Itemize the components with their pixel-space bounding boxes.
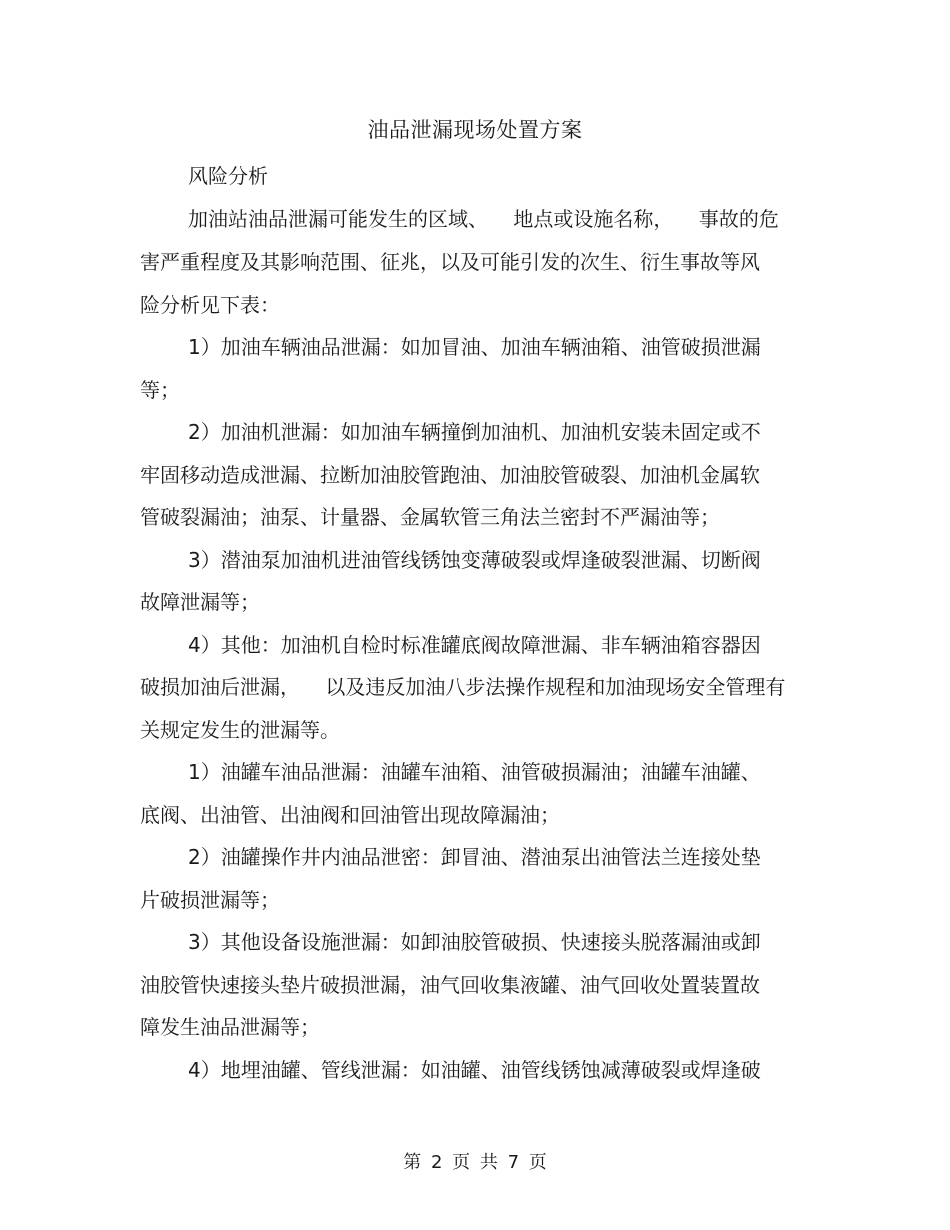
text-line: 牢固移动造成泄漏、拉断加油胶管跑油、加油胶管破裂、加油机金属软 (140, 463, 760, 487)
text-line: 3）其他设备设施泄漏：如卸油胶管破损、快速接头脱落漏油或卸 (188, 930, 761, 954)
section-heading: 风险分析 (188, 164, 268, 188)
text-line: 4）其他：加油机自检时标准罐底阀故障泄漏、非车辆油箱容器因 (188, 633, 761, 657)
text-line: 1）油罐车油品泄漏：油罐车油箱、油管破损漏油；油罐车油罐、 (188, 760, 761, 784)
text-line: 油胶管快速接头垫片破损泄漏，油气回收集液罐、油气回收处置装置故 (140, 973, 760, 997)
page-number-footer: 第 2 页 共 7 页 (403, 1152, 547, 1173)
text-line: 底阀、出油管、出油阀和回油管出现故障漏油； (140, 803, 560, 827)
text-line: 2）油罐操作井内油品泄密：卸冒油、潜油泵出油管法兰连接处垫 (188, 845, 761, 869)
page-title: 油品泄漏现场处置方案 (367, 118, 583, 142)
text-line: 加油站油品泄漏可能发生的区域、 地点或设施名称， 事故的危 (188, 207, 779, 231)
text-line: 破损加油后泄漏， 以及违反加油八步法操作规程和加油现场安全管理有 (140, 675, 786, 699)
text-line: 害严重程度及其影响范围、征兆，以及可能引发的次生、衍生事故等风 (140, 250, 760, 274)
text-line: 3）潜油泵加油机进油管线锈蚀变薄破裂或焊逢破裂泄漏、切断阀 (188, 548, 761, 572)
text-line: 2）加油机泄漏：如加油车辆撞倒加油机、加油机安装未固定或不 (188, 420, 761, 444)
text-line: 等； (140, 378, 180, 402)
text-line: 关规定发生的泄漏等。 (140, 718, 340, 742)
text-line: 故障泄漏等； (140, 590, 260, 614)
text-line: 障发生油品泄漏等； (140, 1015, 320, 1039)
text-line: 险分析见下表： (140, 293, 280, 317)
text-line: 管破裂漏油；油泵、计量器、金属软管三角法兰密封不严漏油等； (140, 505, 720, 529)
text-line: 1）加油车辆油品泄漏：如加冒油、加油车辆油箱、油管破损泄漏 (188, 335, 761, 359)
text-line: 片破损泄漏等； (140, 888, 280, 912)
text-line: 4）地埋油罐、管线泄漏：如油罐、油管线锈蚀减薄破裂或焊逢破 (188, 1058, 761, 1082)
